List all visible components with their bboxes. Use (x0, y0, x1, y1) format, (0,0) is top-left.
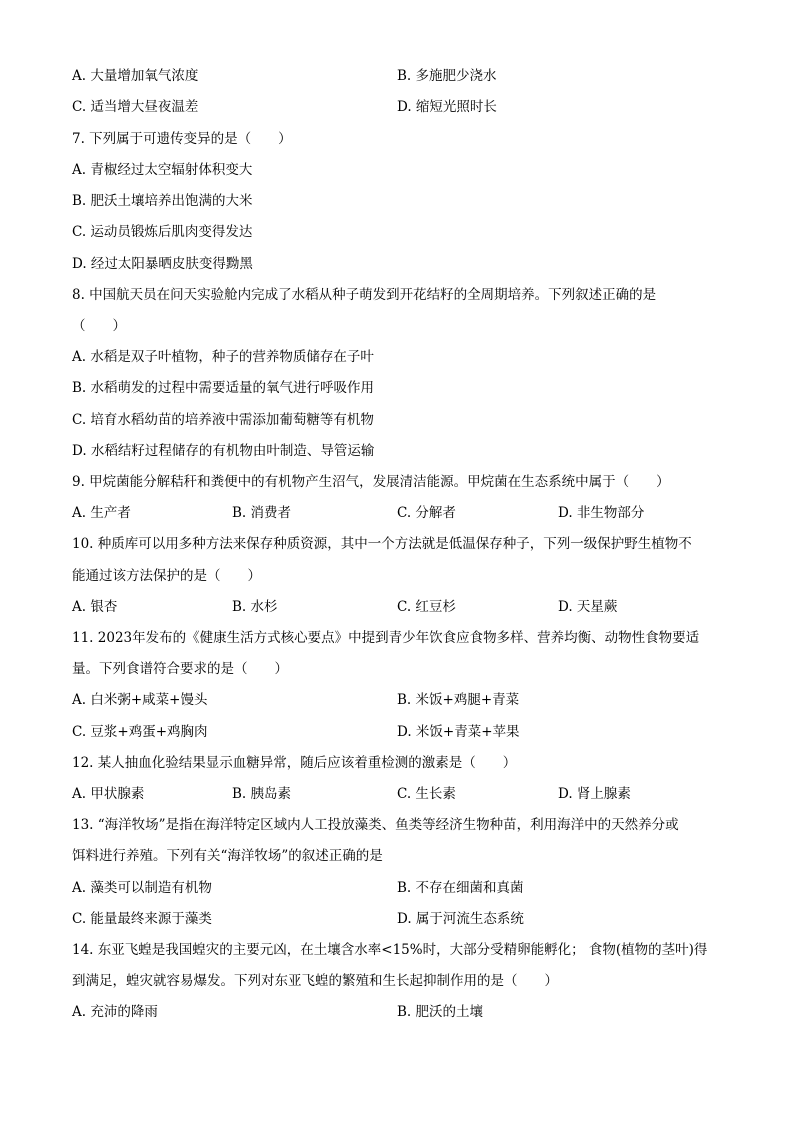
q7-option-b: B. 肥沃土壤培养出饱满的大米 (72, 193, 253, 209)
q8-option-b: B. 水稻萌发的过程中需要适量的氧气进行呼吸作用 (72, 380, 375, 396)
question-10-cont: 能通过该方法保护的是（ ） (72, 568, 261, 584)
question-11-cont: 量。下列食谱符合要求的是（ ） (72, 661, 288, 677)
question-14: 14. 东亚飞蝗是我国蝗灾的主要元凶，在土壤含水率<15%时，大部分受精卵能孵化； 食物(植物的茎叶)得 (72, 942, 708, 958)
q8-paren: （ ） (72, 318, 126, 334)
q8-option-c: C. 培育水稻幼苗的培养液中需添加葡萄糖等有机物 (72, 412, 374, 428)
option-d: D. 缩短光照时长 (397, 99, 497, 115)
q11-option-c: C. 豆浆+鸡蛋+鸡胸肉 (72, 724, 208, 740)
q13-option-a: A. 藻类可以制造有机物 (72, 880, 212, 896)
q12-option-a: A. 甲状腺素 (72, 786, 145, 802)
q10-option-d: D. 天星蕨 (558, 599, 618, 615)
question-13: 13. “海洋牧场”是指在海洋特定区域内人工投放藻类、鱼类等经济生物种苗，利用海洋中的天然养分或 (72, 817, 679, 833)
q13-option-b: B. 不存在细菌和真菌 (397, 880, 524, 896)
q10-option-b: B. 水杉 (232, 599, 278, 615)
question-7: 7. 下列属于可遗传变异的是（ ） (72, 131, 292, 147)
q10-option-a: A. 银杏 (72, 599, 118, 615)
q12-option-b: B. 胰岛素 (232, 786, 292, 802)
question-9: 9. 甲烷菌能分解秸秆和粪便中的有机物产生沼气，发展清洁能源。甲烷菌在生态系统中属于（ ） (72, 474, 670, 490)
q10-option-c: C. 红豆杉 (397, 599, 456, 615)
option-a: A. 大量增加氧气浓度 (72, 68, 199, 84)
question-10: 10. 种质库可以用多种方法来保存种质资源，其中一个方法就是低温保存种子，下列一级保护野生植物不 (72, 536, 692, 552)
option-b: B. 多施肥少浇水 (397, 68, 497, 84)
q9-option-a: A. 生产者 (72, 505, 131, 521)
q12-option-c: C. 生长素 (397, 786, 456, 802)
question-12: 12. 某人抽血化验结果显示血糖异常，随后应该着重检测的激素是（ ） (72, 755, 517, 771)
q11-option-a: A. 白米粥+咸菜+馒头 (72, 692, 208, 708)
q9-option-d: D. 非生物部分 (558, 505, 645, 521)
q14-option-a: A. 充沛的降雨 (72, 1004, 158, 1020)
q7-option-a: A. 青椒经过太空辐射体积变大 (72, 162, 253, 178)
question-13-cont: 饵料进行养殖。下列有关“海洋牧场”的叙述正确的是 (72, 848, 383, 864)
question-11: 11. 2023年发布的《健康生活方式核心要点》中提到青少年饮食应食物多样、营养均衡、动物性食物要适 (72, 630, 700, 646)
q13-option-c: C. 能量最终来源于藻类 (72, 911, 212, 927)
q8-option-a: A. 水稻是双子叶植物，种子的营养物质储存在子叶 (72, 349, 374, 365)
q7-option-c: C. 运动员锻炼后肌肉变得发达 (72, 224, 253, 240)
q13-option-d: D. 属于河流生态系统 (397, 911, 524, 927)
q11-option-b: B. 米饭+鸡腿+青菜 (397, 692, 520, 708)
q9-option-b: B. 消费者 (232, 505, 292, 521)
q12-option-d: D. 肾上腺素 (558, 786, 631, 802)
q11-option-d: D. 米饭+青菜+苹果 (397, 724, 520, 740)
question-8: 8. 中国航天员在问天实验舱内完成了水稻从种子萌发到开花结籽的全周期培养。下列叙述正确的是 (72, 287, 657, 303)
q14-option-b: B. 肥沃的土壤 (397, 1004, 484, 1020)
q8-option-d: D. 水稻结籽过程储存的有机物由叶制造、导管运输 (72, 443, 375, 459)
question-14-cont: 到满足，蝗灾就容易爆发。下列对东亚飞蝗的繁殖和生长起抑制作用的是（ ） (72, 973, 558, 989)
q7-option-d: D. 经过太阳暴晒皮肤变得黝黑 (72, 256, 253, 272)
q9-option-c: C. 分解者 (397, 505, 456, 521)
option-c: C. 适当增大昼夜温差 (72, 99, 199, 115)
